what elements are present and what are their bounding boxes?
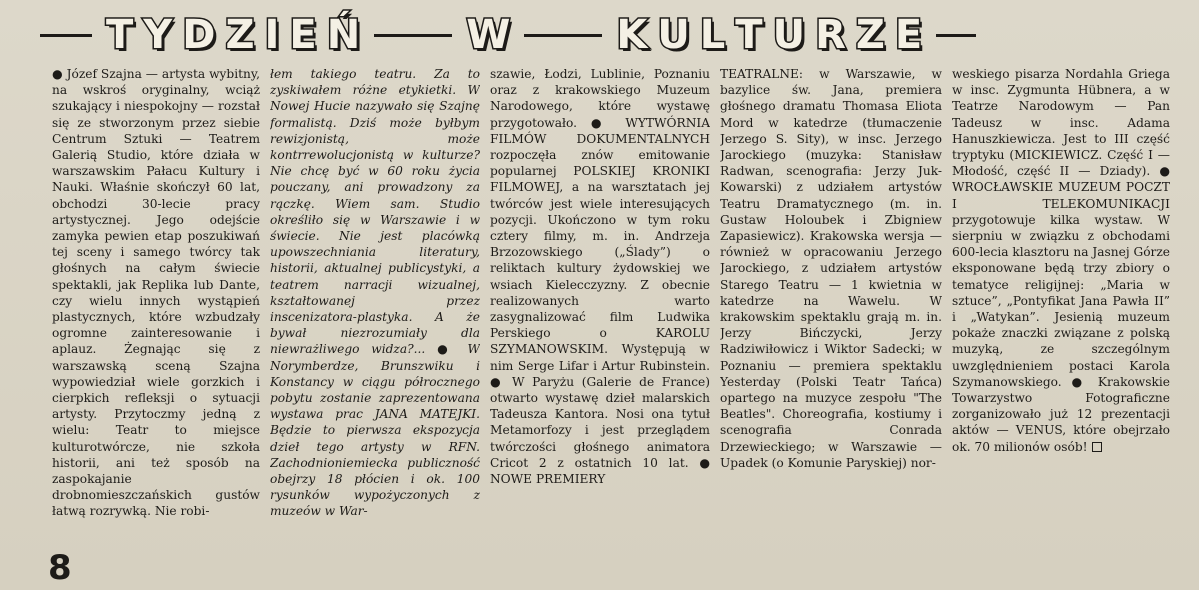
heading-letter: W [466,12,511,58]
heading-letter: K [616,12,648,58]
heading-letter: D [182,12,216,58]
column-text: TEATRALNE: w Warszawie, w bazylice św. Jana, premiera głośnego dramatu Thomasa Eliota Mord w katedrze (tłumaczenie Jerzego S. Sity), w insc. Jerzego Jarockiego (muzyka: Stanisław Radwan, scenografia: Jerzy Juk-Kowarski) z udziałem artystów Teatru Dramatycznego (m. in. Gustaw Holoubek i Zbigniew Zapasiewicz). Krakowska wersja — również w opracowaniu Jerzego Jarockiego, z udziałem artystów Starego Teatru — 1 kwietnia w katedrze na Wawelu. W krakowskim spektaklu grają m. in. Jerzy Bińczycki, Jerzy Radziwiłowicz i Wiktor Sadecki; w Poznaniu — premiera spektaklu Yesterday (Polski Teatr Tańca) opartego na muzyce zespołu "The Beatles". Choreografia, kostiumy i scenografia Conrada Drzewieckiego; w Warszawie — Upadek (o Komunie Paryskiej) nor- [720,67,942,470]
heading-letter: U [657,12,690,58]
column-text: szawie, Łodzi, Lublinie, Poznaniu oraz z krakowskiego Muzeum Narodowego, które wystawę przygotowało. ● WYTWÓRNIA FILMÓW DOKUMENTALNYCH rozpoczęła znów emitowanie popularnej POLSKIEJ KRONIKI FILMOWEJ, a na warsztatach jej twórców jest wiele interesujących pozycji. Ukończono w tym roku cztery filmy, m. in. Andrzeja Brzozowskiego („Ślady”) o reliktach kultury żydowskiej we wsiach Kielecczyzny. Z obecnie realizowanych warto zasygnalizować film Ludwika Perskiego o KAROLU SZYMANOWSKIM. Występują w nim Serge Lifar i Artur Rubinstein. ● W Paryżu (Galerie de France) otwarto wystawę dzieł malarskich Tadeusza Kantora. Nosi ona tytuł Metamorfozy i jest przeglądem twórczości głośnego animatora Cricot 2 z ostatnich 10 lat. ● NOWE PREMIERY [490,67,710,487]
end-of-article-square-icon [1092,442,1102,452]
heading-letter: E [289,12,317,58]
column-text: łem takiego teatru. Za to zyskiwałem różne etykietki. W Nowej Hucie nazywało się Szajnę formalistą. Dziś może byłbym rewizjonistą, może kontrrewolucjonistą w kulturze? Nie chcę być w 60 roku życia pouczany, ani prowadzony za rączkę. Wiem sam. Studio określiło się w Warszawie i w świecie. Nie jest placówką upowszechniania literatury, historii, aktualnej publicystyki, a teatrem narracji wizualnej, kształtowanej przez inscenizatora-plastyka. A że bywał niezrozumiały dla niewrażliwego widza?... ● W Norymberdze, Brunszwiku i Konstancy w ciągu półrocznego pobytu zostanie zaprezentowana wystawa prac JANA MATEJKI. Będzie to pierwsza ekspozycja dzieł tego artysty w RFN. Zachodnioniemiecka publiczność obejrzy 18 płócien i ok. 100 rysunków wypożyczonych z muzeów w War- [270,67,480,519]
column-text [952,66,1170,455]
heading-letter: L [699,12,726,58]
heading-letter: Ń [326,12,361,58]
article-column-5 [952,66,1170,564]
article-columns [52,66,1192,564]
heading-letter: I [264,12,280,58]
heading-letter: Y [143,12,173,58]
heading-rule-right [936,34,976,37]
section-heading [40,8,1190,62]
heading-word-1 [106,12,360,58]
article-column-3 [490,66,710,564]
page-number: 8 [48,548,72,588]
heading-rule-middle-2 [524,34,602,37]
heading-rule-middle-1 [374,34,452,37]
heading-letter: T [106,12,134,58]
heading-letter: Z [225,12,255,58]
heading-word-3 [616,12,922,58]
heading-letter: E [894,12,923,58]
heading-letter: U [772,12,806,58]
heading-rule-left [40,34,92,37]
article-column-2 [270,66,480,564]
column-text-body: weskiego pisarza Nordahla Griega w insc. Zygmunta Hübnera, a w Teatrze Narodowym — Pan Tadeusz w insc. Adama Hanuszkiewicza. Jest to III część tryptyku (MICKIEWICZ. Część I — Młodość, część II — Dziady). ● WROCŁAWSKIE MUZEUM POCZT I TELEKOMUNIKACJI przygotowuje kilka wystaw. W sierpniu w związku z obchodami 600-lecia klasztoru na Jasnej Górze eksponowane będą trzy zbiory o tematyce religijnej: „Maria w sztuce”, „Pontyfikat Jana Pawła II” i „Watykan”. Jesienią muzeum pokaże znaczki związane z polską muzyką, ze szczególnym uwzględnieniem postaci Karola Szymanowskiego. ● Krakowskie Towarzystwo Fotograficzne zorganizowało już 12 prezentacji aktów — VENUS, które obejrzało ok. 70 milionów osób! [952,67,1170,454]
article-column-4 [720,66,942,564]
heading-letter: R [815,12,846,58]
heading-letter: Z [855,12,885,58]
heading-word-2 [466,12,510,58]
heading-letter: T [735,12,763,58]
column-text: ● Józef Szajna — artysta wybitny, na wskroś oryginalny, wciąż szukający i niespokojny — rozstał się ze stworzonym przez siebie Centrum Sztuki — Teatrem Galerią Studio, które działa w warszawskim Pałacu Kultury i Nauki. Właśnie skończył 60 lat, obchodzi 30-lecie pracy artystycznej. Jego odejście zamyka pewien etap poszukiwań tej sceny i samego twórcy tak głośnych na całym świecie spektakli, jak Replika lub Dante, czy wielu innych wystąpień plastycznych, które wzbudzały ogromne zainteresowanie i aplauz. Żegnając się z warszawską sceną Szajna wypowiedział wiele gorzkich i cierpkich refleksji o sytuacji artysty. Przytoczmy jedną z wielu: Teatr to miejsce kulturotwórcze, nie szkoła historii, ani też sposób na zaspokajanie drobnomieszczańskich gustów łatwą rozrywką. Nie robi- [52,67,260,519]
article-column-1 [52,66,260,564]
